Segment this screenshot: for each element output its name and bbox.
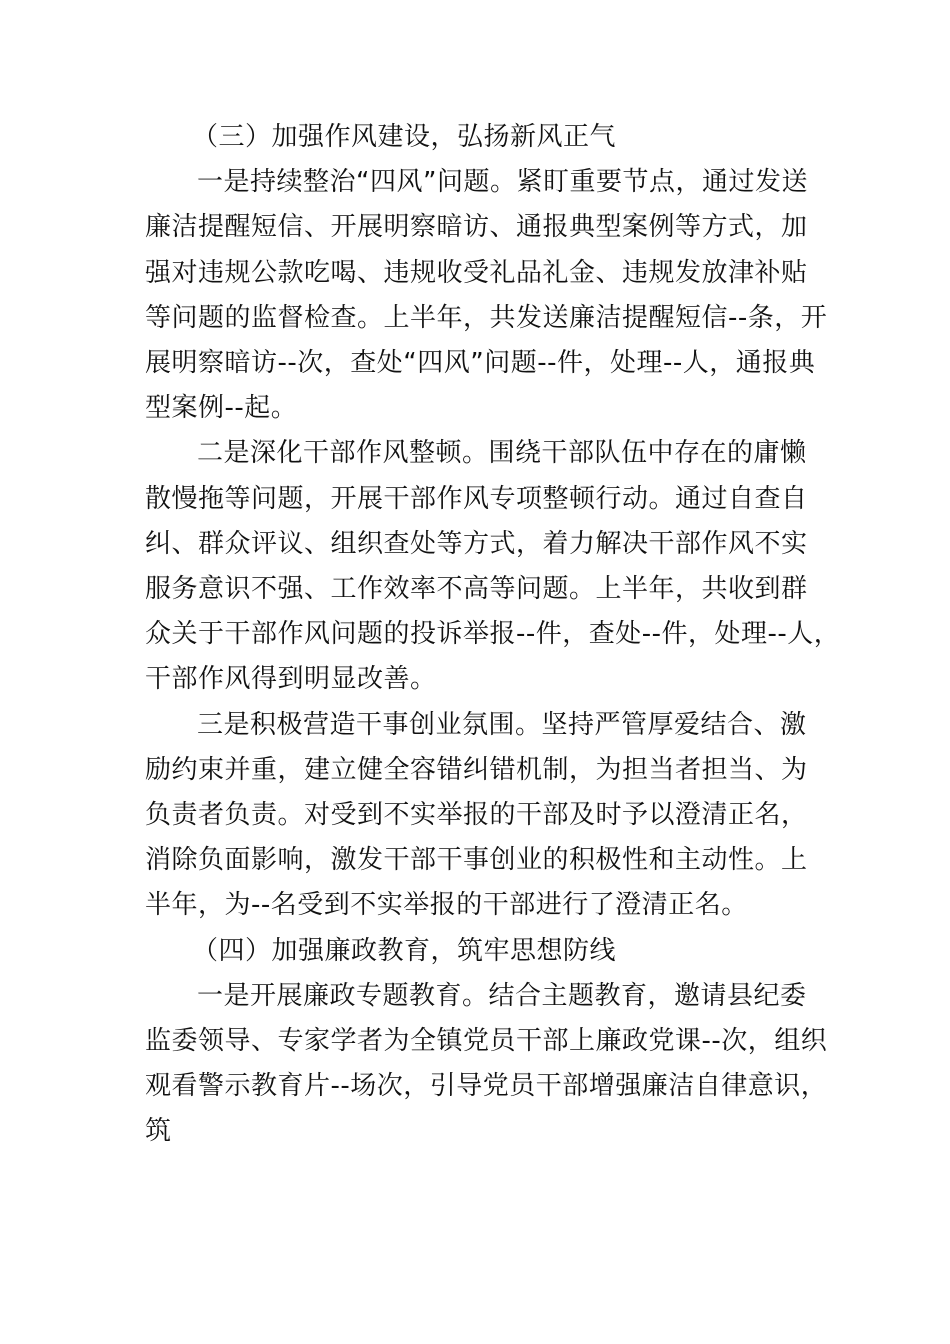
text-line: 一是开展廉政专题教育。结合主题教育，邀请县纪委 [197,980,807,1011]
text-line: （四）加强廉政教育，筑牢思想防线 [192,935,617,966]
text-line: 负责者负责。对受到不实举报的干部及时予以澄清正名， [145,800,808,831]
text-line: 消除负面影响，激发干部干事创业的积极性和主动性。上 [145,845,808,876]
text-line: 强对违规公款吃喝、违规收受礼品礼金、违规发放津补贴 [145,257,808,288]
text-line: 励约束并重，建立健全容错纠错机制，为担当者担当、为 [145,754,808,785]
text-line: 散慢拖等问题，开展干部作风专项整顿行动。通过自查自 [145,483,808,514]
text-line: 众关于干部作风问题的投诉举报--件，查处--件，处理--人， [145,619,841,650]
text-line: 服务意识不强、工作效率不高等问题。上半年，共收到群 [145,574,808,605]
text-line: 监委领导、专家学者为全镇党员干部上廉政党课--次，组织 [145,1026,828,1057]
text-line: 观看警示教育片--场次，引导党员干部增强廉洁自律意识， [145,1071,828,1102]
text-line: 干部作风得到明显改善。 [145,664,437,695]
text-line: 筑 [145,1116,172,1147]
section-heading-4 [145,929,835,974]
text-line: （三）加强作风建设，弘扬新风正气 [192,122,617,152]
text-line: 型案例--起。 [145,393,298,424]
paragraph-four-winds [145,160,835,431]
paragraph-entrepreneurship [145,703,835,929]
paragraph-cadre-style [145,431,841,702]
text-line: 半年，为--名受到不实举报的干部进行了澄清正名。 [145,890,748,921]
text-line: 三是积极营造干事创业氛围。坚持严管厚爱结合、激 [197,709,807,740]
text-line: 二是深化干部作风整顿。围绕干部队伍中存在的庸懒 [197,438,807,469]
text-line: 廉洁提醒短信、开展明察暗访、通报典型案例等方式，加 [145,212,808,243]
paragraph-integrity-education [145,974,835,1155]
text-line: 一是持续整治“四风”问题。紧盯重要节点，通过发送 [197,167,808,198]
text-line: 纠、群众评议、组织查处等方式，着力解决干部作风不实 [145,528,808,559]
text-line: 展明察暗访--次，查处“四风”问题--件，处理--人，通报典 [145,348,816,379]
text-line: 等问题的监督检查。上半年，共发送廉洁提醒短信--条，开 [145,302,828,333]
document-body [145,115,841,1155]
section-heading-3 [145,115,835,160]
